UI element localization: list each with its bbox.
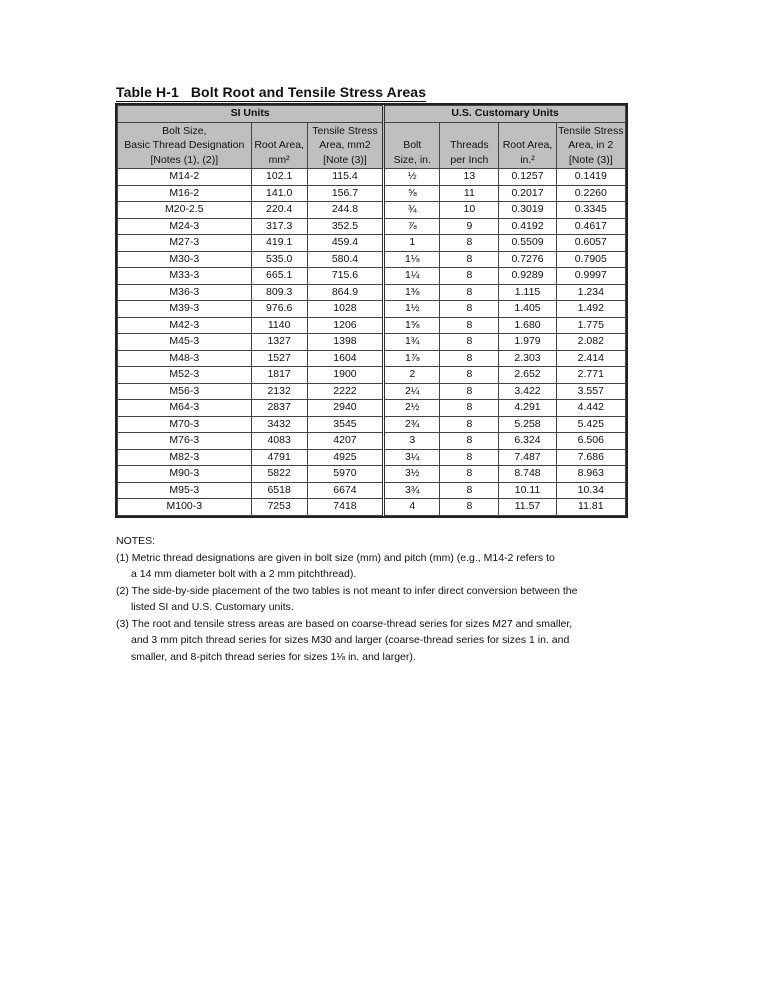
table-title — [116, 84, 426, 100]
group-header-row — [118, 106, 626, 123]
bolt-size-in-cell: 2¾ — [384, 416, 440, 433]
threads-per-inch-cell: 8 — [440, 268, 499, 285]
threads-per-inch-cell: 8 — [440, 433, 499, 450]
table-row — [118, 284, 626, 301]
table-row — [118, 466, 626, 483]
bolt-designation-cell: M76-3 — [118, 433, 252, 450]
note-continuation-line: smaller, and 8-pitch thread series for sizes 1⅛ in. and larger). — [131, 650, 416, 663]
note-first-line: (1) Metric thread designations are given in bolt size (mm) and pitch (mm) (e.g., M14-2 refers to — [116, 551, 555, 564]
tensile-area-mm-cell: 3545 — [307, 416, 384, 433]
tensile-area-mm-cell: 1206 — [307, 317, 384, 334]
tensile-area-mm-cell: 1028 — [307, 301, 384, 318]
threads-per-inch-cell: 8 — [440, 317, 499, 334]
bolt-size-in-cell: 3½ — [384, 466, 440, 483]
root-area-in-cell: 4.291 — [499, 400, 556, 417]
tensile-area-mm-cell: 7418 — [307, 499, 384, 516]
root-area-mm-cell: 4083 — [251, 433, 307, 450]
root-area-in-cell: 1.405 — [499, 301, 556, 318]
root-area-in-cell: 2.303 — [499, 350, 556, 367]
bolt-size-in-cell: 2 — [384, 367, 440, 384]
tensile-area-mm-cell: 715.6 — [307, 268, 384, 285]
bolt-designation-cell: M90-3 — [118, 466, 252, 483]
threads-per-inch-cell: 8 — [440, 350, 499, 367]
threads-per-inch-cell: 8 — [440, 235, 499, 252]
threads-per-inch-cell: 8 — [440, 400, 499, 417]
note-item — [116, 583, 636, 616]
tensile-area-mm-cell: 580.4 — [307, 251, 384, 268]
bolt-size-in-cell: 1⅜ — [384, 284, 440, 301]
bolt-designation-cell: M39-3 — [118, 301, 252, 318]
tensile-area-mm-cell: 4925 — [307, 449, 384, 466]
root-area-in-cell: 0.2017 — [499, 185, 556, 202]
threads-per-inch-cell: 8 — [440, 449, 499, 466]
root-area-in-cell: 6.324 — [499, 433, 556, 450]
note-continuation-line: and 3 mm pitch thread series for sizes M30 and larger (coarse-thread series for sizes 1 in. and — [131, 634, 570, 646]
bolt-designation-cell: M42-3 — [118, 317, 252, 334]
root-area-mm-cell: 141.0 — [251, 185, 307, 202]
root-area-mm-cell: 1527 — [251, 350, 307, 367]
us-units-header: U.S. Customary Units — [384, 106, 626, 123]
bolt-size-in-cell: 1¼ — [384, 268, 440, 285]
bolt-size-in-cell: 1¾ — [384, 334, 440, 351]
threads-per-inch-cell: 8 — [440, 383, 499, 400]
table-row — [118, 251, 626, 268]
tensile-area-mm-cell: 864.9 — [307, 284, 384, 301]
notes-list — [116, 550, 636, 666]
data-table — [117, 105, 626, 516]
root-area-mm-cell: 5822 — [251, 466, 307, 483]
table-row — [118, 350, 626, 367]
bolt-size-in-cell: 1½ — [384, 301, 440, 318]
tensile-area-in-cell: 0.9997 — [556, 268, 625, 285]
root-area-mm-cell: 1327 — [251, 334, 307, 351]
root-area-mm-cell: 317.3 — [251, 218, 307, 235]
title-underline — [116, 101, 426, 102]
tensile-area-mm-header: Tensile Stress Area, mm2 [Note (3)] — [307, 123, 384, 169]
note-first-line: (2) The side-by-side placement of the two tables is not meant to infer direct conversion between the — [116, 584, 578, 597]
tensile-area-in-cell: 0.6057 — [556, 235, 625, 252]
table-row — [118, 169, 626, 186]
root-area-mm-cell: 1140 — [251, 317, 307, 334]
tensile-area-mm-cell: 4207 — [307, 433, 384, 450]
bolt-size-in-cell: 1⅛ — [384, 251, 440, 268]
tensile-area-in-cell: 0.7905 — [556, 251, 625, 268]
threads-per-inch-header: Threads per Inch — [440, 123, 499, 169]
table-row — [118, 301, 626, 318]
table-row — [118, 499, 626, 516]
threads-per-inch-cell: 8 — [440, 416, 499, 433]
tensile-area-in-cell: 4.442 — [556, 400, 625, 417]
tensile-area-mm-cell: 2940 — [307, 400, 384, 417]
table-row — [118, 400, 626, 417]
root-area-in-cell: 1.115 — [499, 284, 556, 301]
threads-per-inch-cell: 8 — [440, 499, 499, 516]
bolt-size-in-cell: ⅞ — [384, 218, 440, 235]
tensile-area-in-cell: 2.414 — [556, 350, 625, 367]
threads-per-inch-cell: 8 — [440, 301, 499, 318]
tensile-area-in-cell: 0.1419 — [556, 169, 625, 186]
bolt-area-table — [115, 103, 628, 518]
bolt-size-in-cell: 1⅝ — [384, 317, 440, 334]
bolt-size-in-cell: 4 — [384, 499, 440, 516]
bolt-size-in-cell: 3¼ — [384, 449, 440, 466]
threads-per-inch-cell: 8 — [440, 284, 499, 301]
tensile-area-mm-cell: 1604 — [307, 350, 384, 367]
tensile-area-in-cell: 2.771 — [556, 367, 625, 384]
bolt-size-in-cell: ¾ — [384, 202, 440, 219]
bolt-designation-cell: M52-3 — [118, 367, 252, 384]
tensile-area-mm-cell: 6674 — [307, 482, 384, 499]
threads-per-inch-cell: 8 — [440, 466, 499, 483]
tensile-area-in-cell: 0.2260 — [556, 185, 625, 202]
threads-per-inch-cell: 9 — [440, 218, 499, 235]
root-area-in-cell: 1.979 — [499, 334, 556, 351]
bolt-designation-cell: M36-3 — [118, 284, 252, 301]
root-area-in-cell: 0.5509 — [499, 235, 556, 252]
tensile-area-in-cell: 6.506 — [556, 433, 625, 450]
bolt-designation-cell: M27-3 — [118, 235, 252, 252]
root-area-mm-cell: 220.4 — [251, 202, 307, 219]
tensile-area-mm-cell: 156.7 — [307, 185, 384, 202]
tensile-area-mm-cell: 2222 — [307, 383, 384, 400]
bolt-designation-cell: M33-3 — [118, 268, 252, 285]
tensile-area-in-cell: 7.686 — [556, 449, 625, 466]
table-row — [118, 317, 626, 334]
root-area-mm-cell: 102.1 — [251, 169, 307, 186]
bolt-designation-cell: M95-3 — [118, 482, 252, 499]
note-first-line: (3) The root and tensile stress areas are based on coarse-thread series for sizes M27 and smaller, — [116, 617, 573, 630]
notes-heading: NOTES: — [116, 535, 156, 547]
table-row — [118, 185, 626, 202]
root-area-mm-cell: 535.0 — [251, 251, 307, 268]
root-area-in-cell: 0.1257 — [499, 169, 556, 186]
bolt-designation-cell: M16-2 — [118, 185, 252, 202]
threads-per-inch-cell: 13 — [440, 169, 499, 186]
root-area-in-cell: 0.3019 — [499, 202, 556, 219]
tensile-area-in-header: Tensile Stress Area, in 2 [Note (3)] — [556, 123, 625, 169]
root-area-mm-cell: 419.1 — [251, 235, 307, 252]
table-row — [118, 433, 626, 450]
root-area-in-cell: 1.680 — [499, 317, 556, 334]
threads-per-inch-cell: 8 — [440, 334, 499, 351]
root-area-in-cell: 8.748 — [499, 466, 556, 483]
tensile-area-mm-cell: 1900 — [307, 367, 384, 384]
table-row — [118, 482, 626, 499]
table-row — [118, 416, 626, 433]
bolt-size-in-header: Bolt Size, in. — [384, 123, 440, 169]
threads-per-inch-cell: 11 — [440, 185, 499, 202]
bolt-designation-cell: M100-3 — [118, 499, 252, 516]
tensile-area-in-cell: 11.81 — [556, 499, 625, 516]
threads-per-inch-cell: 8 — [440, 367, 499, 384]
bolt-size-in-cell: 3¾ — [384, 482, 440, 499]
root-area-in-cell: 5.258 — [499, 416, 556, 433]
tensile-area-in-cell: 1.775 — [556, 317, 625, 334]
table-row — [118, 218, 626, 235]
table-title-text: Table H-1 Bolt Root and Tensile Stress Areas — [116, 84, 427, 100]
table-row — [118, 449, 626, 466]
tensile-area-in-cell: 0.4617 — [556, 218, 625, 235]
root-area-in-header: Root Area, in.² — [499, 123, 556, 169]
bolt-size-in-cell: 1⅞ — [384, 350, 440, 367]
tensile-area-in-cell: 8.963 — [556, 466, 625, 483]
table-row — [118, 235, 626, 252]
bolt-designation-cell: M30-3 — [118, 251, 252, 268]
bolt-designation-cell: M45-3 — [118, 334, 252, 351]
root-area-mm-cell: 3432 — [251, 416, 307, 433]
table-row — [118, 367, 626, 384]
table-body — [118, 169, 626, 516]
root-area-in-cell: 0.9289 — [499, 268, 556, 285]
bolt-designation-cell: M48-3 — [118, 350, 252, 367]
tensile-area-in-cell: 10.34 — [556, 482, 625, 499]
root-area-in-cell: 11.57 — [499, 499, 556, 516]
tensile-area-in-cell: 5.425 — [556, 416, 625, 433]
tensile-area-mm-cell: 244.8 — [307, 202, 384, 219]
bolt-size-in-cell: 1 — [384, 235, 440, 252]
root-area-mm-cell: 665.1 — [251, 268, 307, 285]
bolt-designation-cell: M14-2 — [118, 169, 252, 186]
root-area-in-cell: 2.652 — [499, 367, 556, 384]
bolt-designation-cell: M70-3 — [118, 416, 252, 433]
threads-per-inch-cell: 10 — [440, 202, 499, 219]
tensile-area-mm-cell: 352.5 — [307, 218, 384, 235]
bolt-designation-cell: M64-3 — [118, 400, 252, 417]
root-area-mm-cell: 6518 — [251, 482, 307, 499]
column-header-row — [118, 123, 626, 169]
bolt-designation-cell: M24-3 — [118, 218, 252, 235]
tensile-area-in-cell: 0.3345 — [556, 202, 625, 219]
note-item — [116, 550, 636, 583]
root-area-mm-header: Root Area, mm² — [251, 123, 307, 169]
bolt-size-in-cell: ⅝ — [384, 185, 440, 202]
root-area-in-cell: 0.7276 — [499, 251, 556, 268]
root-area-mm-cell: 2837 — [251, 400, 307, 417]
si-units-header: SI Units — [118, 106, 384, 123]
tensile-area-in-cell: 1.234 — [556, 284, 625, 301]
table-row — [118, 334, 626, 351]
notes-section — [116, 533, 636, 665]
tensile-area-in-cell: 1.492 — [556, 301, 625, 318]
bolt-size-in-cell: 3 — [384, 433, 440, 450]
root-area-mm-cell: 2132 — [251, 383, 307, 400]
bolt-size-si-header: Bolt Size, Basic Thread Designation [Notes (1), (2)] — [118, 123, 252, 169]
bolt-designation-cell: M20-2.5 — [118, 202, 252, 219]
tensile-area-mm-cell: 459.4 — [307, 235, 384, 252]
threads-per-inch-cell: 8 — [440, 251, 499, 268]
table-row — [118, 202, 626, 219]
root-area-mm-cell: 7253 — [251, 499, 307, 516]
tensile-area-in-cell: 3.557 — [556, 383, 625, 400]
table-row — [118, 268, 626, 285]
root-area-in-cell: 10.11 — [499, 482, 556, 499]
root-area-mm-cell: 4791 — [251, 449, 307, 466]
root-area-in-cell: 7.487 — [499, 449, 556, 466]
tensile-area-mm-cell: 5970 — [307, 466, 384, 483]
bolt-designation-cell: M56-3 — [118, 383, 252, 400]
root-area-in-cell: 3.422 — [499, 383, 556, 400]
bolt-size-in-cell: 2¼ — [384, 383, 440, 400]
root-area-mm-cell: 809.3 — [251, 284, 307, 301]
root-area-mm-cell: 1817 — [251, 367, 307, 384]
tensile-area-in-cell: 2.082 — [556, 334, 625, 351]
bolt-size-in-cell: ½ — [384, 169, 440, 186]
threads-per-inch-cell: 8 — [440, 482, 499, 499]
note-item — [116, 616, 636, 666]
note-continuation-line: a 14 mm diameter bolt with a 2 mm pitchthread). — [131, 568, 357, 580]
note-continuation-line: listed SI and U.S. Customary units. — [131, 601, 294, 613]
bolt-size-in-cell: 2½ — [384, 400, 440, 417]
tensile-area-mm-cell: 1398 — [307, 334, 384, 351]
table-row — [118, 383, 626, 400]
tensile-area-mm-cell: 115.4 — [307, 169, 384, 186]
root-area-mm-cell: 976.6 — [251, 301, 307, 318]
root-area-in-cell: 0.4192 — [499, 218, 556, 235]
bolt-designation-cell: M82-3 — [118, 449, 252, 466]
